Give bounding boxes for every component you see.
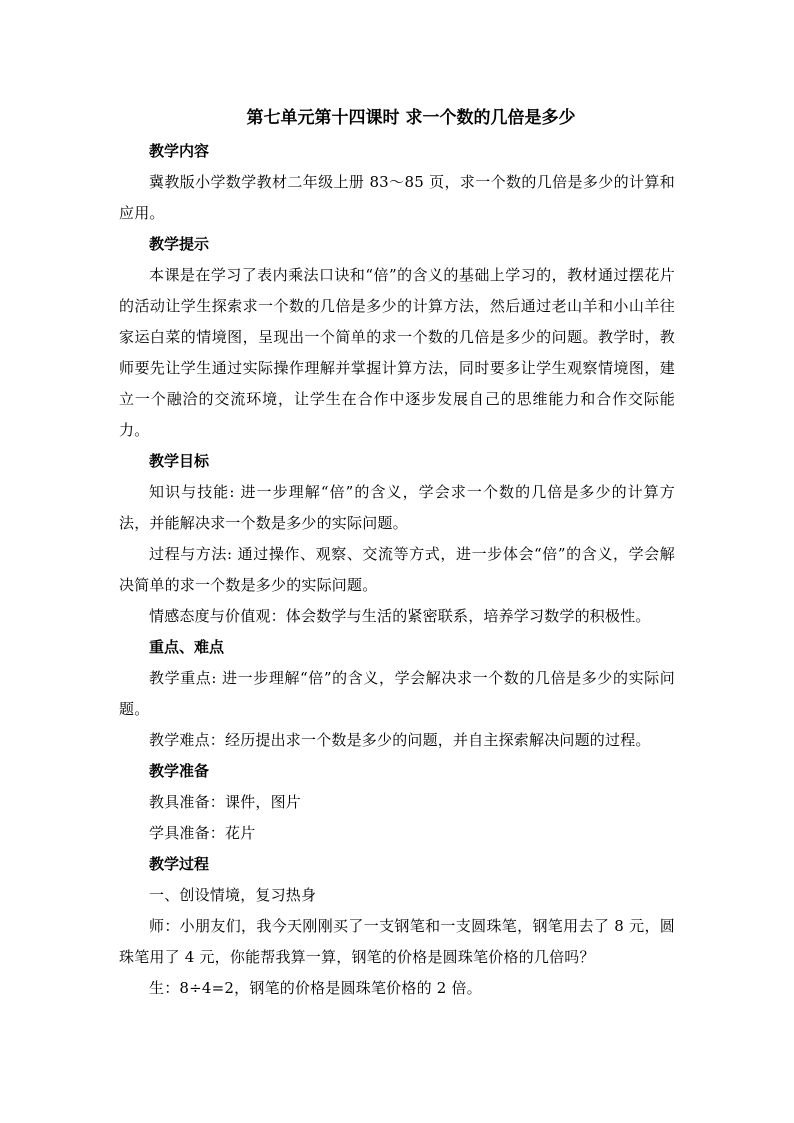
paragraph-step-one: 一、创设情境，复习热身: [149, 886, 317, 904]
section-heading-preparation: 教学准备: [149, 762, 210, 780]
section-heading-process: 教学过程: [149, 855, 210, 873]
paragraph-difficulty: 教学难点：经历提出求一个数是多少的问题，并自主探索解决问题的过程。: [149, 731, 651, 749]
paragraph-key-point: 教学重点: 进一步理解“倍”的含义，学会解决求一个数的几倍是多少的实际问题。: [119, 669, 675, 718]
section-heading-content: 教学内容: [149, 142, 210, 160]
paragraph-student-prep: 学具准备：花片: [149, 824, 256, 842]
paragraph-content: 冀教版小学数学教材二年级上册 83～85 页，求一个数的几倍是多少的计算和应用。: [119, 173, 675, 222]
paragraph-student-answer: 生：8÷4=2，钢笔的价格是圆珠笔价格的 2 倍。: [149, 979, 482, 997]
document-page: [119, 100, 675, 1004]
document-title: 第七单元第十四课时 求一个数的几倍是多少: [246, 108, 576, 128]
paragraph-teacher-question: 师：小朋友们，我今天刚刚买了一支钢笔和一支圆珠笔，钢笔用去了 8 元，圆珠笔用了 4 元，你能帮我算一算，钢笔的价格是圆珠笔价格的几倍吗？: [119, 917, 675, 966]
paragraph-teacher-prep: 教具准备：课件，图片: [149, 793, 302, 811]
section-heading-goals: 教学目标: [149, 452, 210, 470]
paragraph-goal-knowledge: 知识与技能: 进一步理解“倍”的含义，学会求一个数的几倍是多少的计算方法，并能解决求一个数是多少的实际问题。: [119, 483, 675, 532]
section-heading-tips: 教学提示: [149, 235, 210, 253]
paragraph-goal-process: 过程与方法: 通过操作、观察、交流等方式，进一步体会“倍”的含义，学会解决简单的求一个数是多少的实际问题。: [119, 545, 675, 594]
paragraph-tips: 本课是在学习了表内乘法口诀和“倍”的含义的基础上学习的，教材通过摆花片的活动让学生探索求一个数的几倍是多少的计算方法，然后通过老山羊和小山羊往家运白菜的情境图，呈现出一个简单的求一个数的几倍是多少的问题。教学时，教师要先让学生通过实际操作理解并掌握计算方法，同时要多让学生观察情境图，建立一个融洽的交流环境，让学生在合作中逐步发展自己的思维能力和合作交际能力。: [119, 266, 675, 439]
section-heading-key-points: 重点、难点: [149, 638, 225, 656]
paragraph-goal-attitude: 情感态度与价值观：体会数学与生活的紧密联系，培养学习数学的积极性。: [149, 607, 651, 625]
